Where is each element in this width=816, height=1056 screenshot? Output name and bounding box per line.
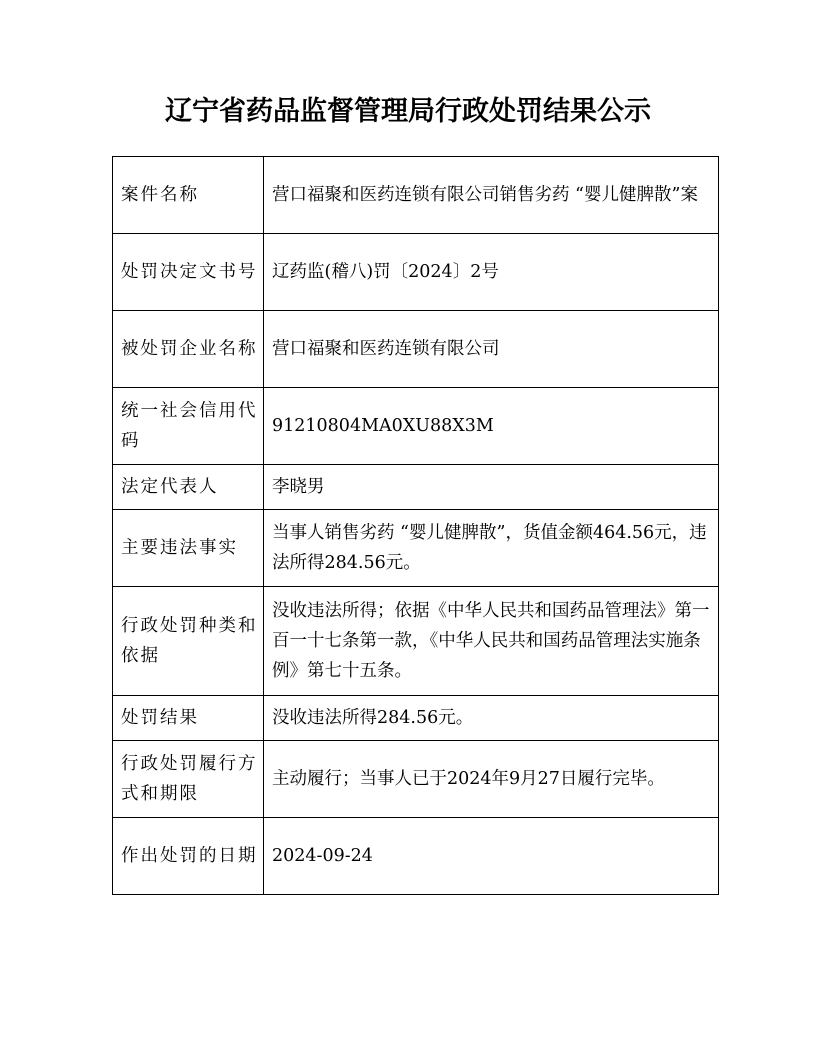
company-name-value: 营口福聚和医药连锁有限公司	[264, 311, 719, 388]
row-company-name	[113, 311, 719, 388]
case-name-value: 营口福聚和医药连锁有限公司销售劣药 “婴儿健脾散”案	[264, 157, 719, 234]
credit-code-label: 统一社会信用代码	[113, 388, 264, 465]
violation-facts-label: 主要违法事实	[113, 510, 264, 587]
decision-number-label: 处罚决定文书号	[113, 234, 264, 311]
case-name-label: 案件名称	[113, 157, 264, 234]
company-name-label: 被处罚企业名称	[113, 311, 264, 388]
penalty-type-basis-label: 行政处罚种类和依据	[113, 587, 264, 696]
credit-code-value: 91210804MA0XU88X3M	[264, 388, 719, 465]
page-title: 辽宁省药品监督管理局行政处罚结果公示	[165, 96, 651, 127]
performance-method-value: 主动履行；当事人已于2024年9月27日履行完毕。	[264, 741, 719, 818]
penalty-result-label: 处罚结果	[113, 696, 264, 741]
penalty-type-basis-value: 没收违法所得；依据《中华人民共和国药品管理法》第一百一十七条第一款，《中华人民共和国药品管理法实施条例》第七十五条。	[264, 587, 719, 696]
row-violation-facts	[113, 510, 719, 587]
performance-method-label: 行政处罚履行方式和期限	[113, 741, 264, 818]
decision-number-value: 辽药监(稽八)罚〔2024〕2号	[264, 234, 719, 311]
legal-representative-value: 李晓男	[264, 465, 719, 510]
row-penalty-date	[113, 818, 719, 895]
row-case-name	[113, 157, 719, 234]
violation-facts-value: 当事人销售劣药 “婴儿健脾散”，货值金额464.56元，违法所得284.56元。	[264, 510, 719, 587]
row-credit-code	[113, 388, 719, 465]
penalty-result-value: 没收违法所得284.56元。	[264, 696, 719, 741]
row-penalty-type-basis	[113, 587, 719, 696]
penalty-date-value: 2024-09-24	[264, 818, 719, 895]
row-penalty-result	[113, 696, 719, 741]
penalty-date-label: 作出处罚的日期	[113, 818, 264, 895]
legal-representative-label: 法定代表人	[113, 465, 264, 510]
row-legal-representative	[113, 465, 719, 510]
row-decision-number	[113, 234, 719, 311]
penalty-info-table	[112, 156, 719, 895]
row-performance-method	[113, 741, 719, 818]
